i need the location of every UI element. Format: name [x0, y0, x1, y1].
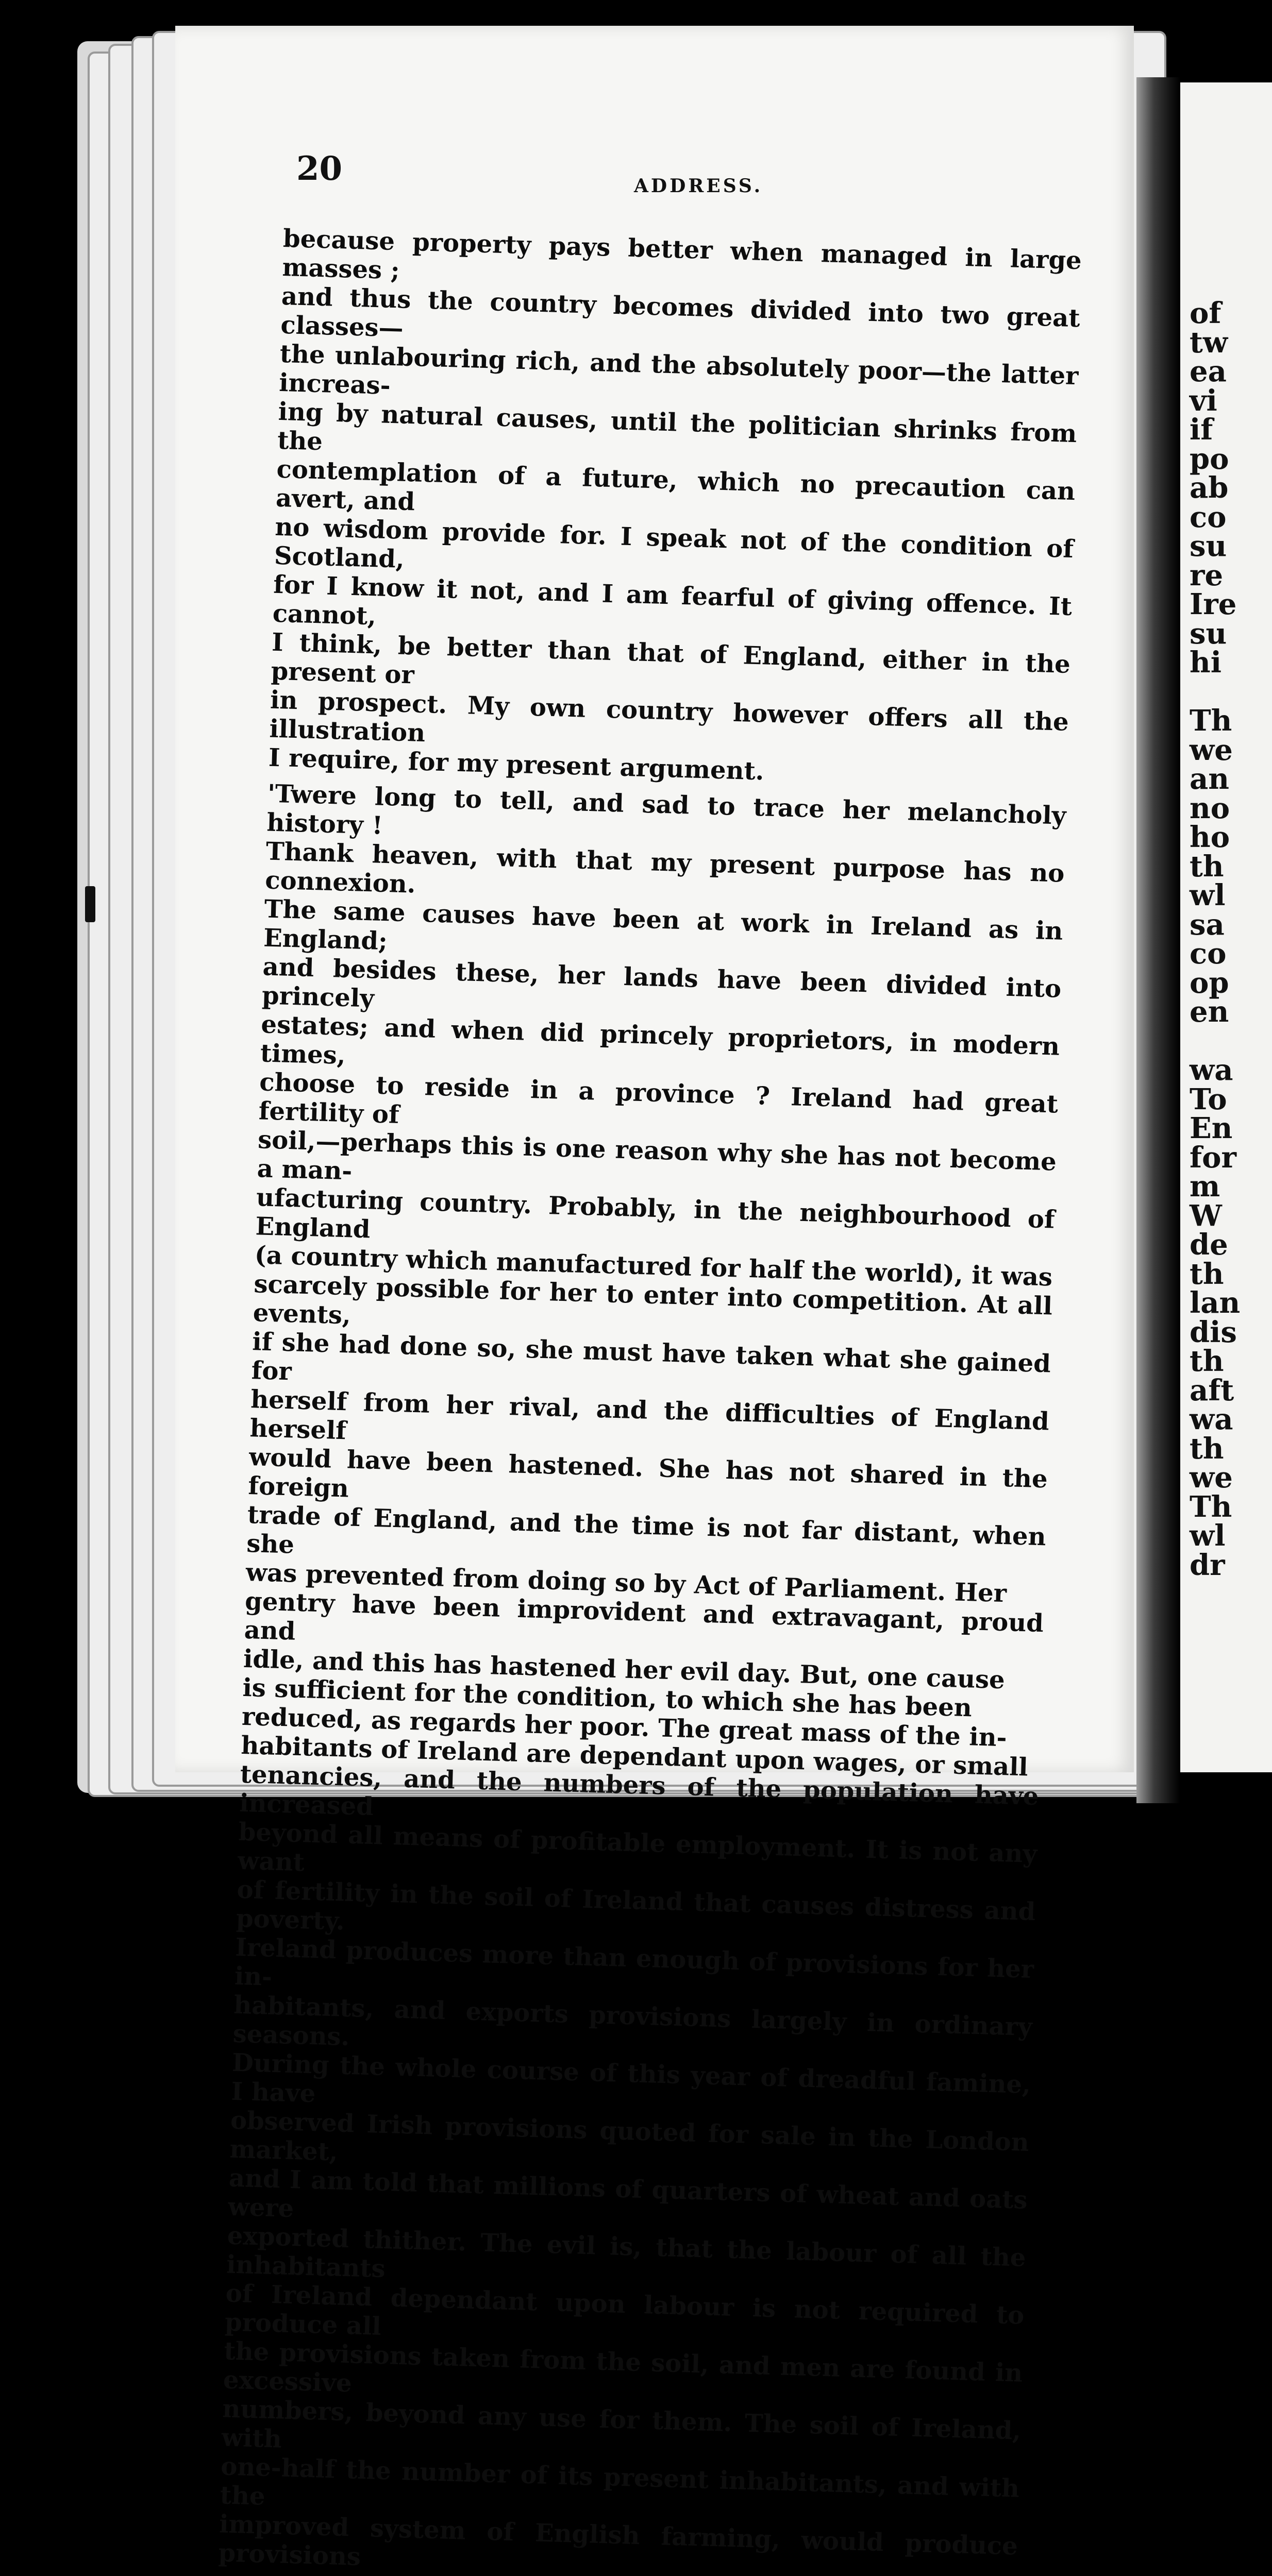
facing-page-line: Th [1190, 1489, 1232, 1524]
facing-page-line: dis [1190, 1315, 1237, 1349]
facing-page-line: m [1190, 1170, 1220, 1204]
facing-page-line: wa [1190, 1402, 1233, 1436]
facing-page-line: op [1190, 965, 1229, 1000]
page-number: 20 [296, 149, 343, 188]
facing-page-line: th [1190, 849, 1224, 884]
facing-page-line: no [1190, 791, 1230, 825]
facing-page-line: Ire [1190, 587, 1237, 621]
facing-page-line: an [1190, 762, 1229, 796]
book-binding [1136, 77, 1180, 1803]
facing-page-line: sa [1190, 907, 1225, 942]
facing-page [1180, 82, 1272, 1772]
facing-page-line: we [1190, 733, 1233, 767]
facing-page-line: co [1190, 500, 1227, 534]
facing-page-line: of [1190, 296, 1221, 330]
facing-page-line [1190, 677, 1272, 707]
facing-page-line: ab [1190, 471, 1229, 505]
facing-page-line: su [1190, 529, 1227, 563]
facing-page-line: th [1190, 1431, 1224, 1466]
facing-page-line: ho [1190, 820, 1230, 854]
paragraph-2: 'Twere long to tell, and sad to trace her melancholy history ! Thank heaven, with that my present purpose has no connexion. The same causes have been at work in Ireland as in England; and besides these, her lands have been divided into princely estates; and when did princely proprietors, in modern times, choose to reside in a province ? Ireland had great fertility of soil,—perhaps this is one reason why she has not become a man- ufacturing country. Probably, in the neighbourhood of England (a country which manufactured for half the world), it was scarcely possible for her to enter into competition. At all events, if she had done so, she must have taken what she gained for herself from her rival, and the difficulties of England herself would have been hastened. She has not shared in the foreign trade of England, and the time is not far distant, when she was prevented from doing so by Act of Parliament. Her gentry have been improvident and extravagant, proud and idle, and this has hastened her evil day. But, one cause is sufficient for the condition, to which she has been reduced, as regards her poor. The great mass of the in- habitants of Ireland are dependant upon wages, or small tenancies, and the numbers of the population have increased beyond all means of profitable employment. It is not any want of fertility in the soil of Ireland that causes distress and poverty. Ireland produces more than enough of provisions for her in- habitants, and exports provisions largely in ordinary seasons. During the whole course of this year of dreadful famine, I have observed Irish provisions quoted for sale in the London market, and I am told that millions of quarters of wheat and oats were exported thither. The evil is, that the labour of all the inhabitants of Ireland dependant upon labour is not required to produce all the provisions taken from the soil, and men are found in excessive numbers, beyond any use for them. The soil of Ireland, with one-half the number of its present inhabitants, and with the improved system of English farming, would produce provisions [217, 779, 1067, 2571]
page-smudge [85, 886, 95, 922]
body-text [218, 224, 1082, 2576]
facing-page-line: we [1190, 1461, 1233, 1495]
facing-page-line: Th [1190, 704, 1232, 738]
facing-page-line: vi [1190, 383, 1217, 418]
facing-page-line: de [1190, 1228, 1228, 1262]
facing-page-line: po [1190, 442, 1229, 476]
facing-page-line: ea [1190, 354, 1227, 388]
facing-page-line: en [1190, 995, 1229, 1029]
facing-page-line [1190, 1027, 1272, 1056]
facing-page-line: if [1190, 413, 1213, 447]
facing-page-line: wl [1190, 1519, 1226, 1553]
facing-page-line: su [1190, 616, 1227, 651]
facing-page-line: En [1190, 1111, 1233, 1145]
facing-page-line: lan [1190, 1286, 1241, 1320]
facing-page-line: wl [1190, 878, 1226, 912]
facing-page-line: co [1190, 937, 1227, 971]
facing-page-line: th [1190, 1344, 1224, 1378]
running-head: ADDRESS. [634, 175, 763, 197]
facing-page-line: for [1190, 1140, 1236, 1175]
facing-page-line: tw [1190, 325, 1228, 360]
facing-page-line: wa [1190, 1053, 1233, 1087]
facing-page-line: re [1190, 558, 1224, 592]
facing-page-line: dr [1190, 1548, 1225, 1582]
facing-page-line: hi [1190, 646, 1221, 680]
facing-page-line: th [1190, 1257, 1224, 1291]
facing-page-line: To [1190, 1082, 1227, 1116]
facing-page-line: W [1190, 1198, 1222, 1233]
paragraph-1: because property pays better when managed in large masses ; and thus the country becomes divided into two great classes— the unlabouring rich, and the absolutely poor—the latter increas- ing by natural causes, until the politician shrinks from the contemplation of a future, which no precaution can avert, and no wisdom provide for. I speak not of the condition of Scotland, for I know it not, and I am fearful of giving offence. It cannot, I think, be better than that of England, either in the present or in prospect. My own country however offers all the illustration I require, for my present argument. [268, 224, 1082, 786]
facing-page-line: aft [1190, 1373, 1234, 1408]
facing-page-text [1190, 296, 1272, 1582]
